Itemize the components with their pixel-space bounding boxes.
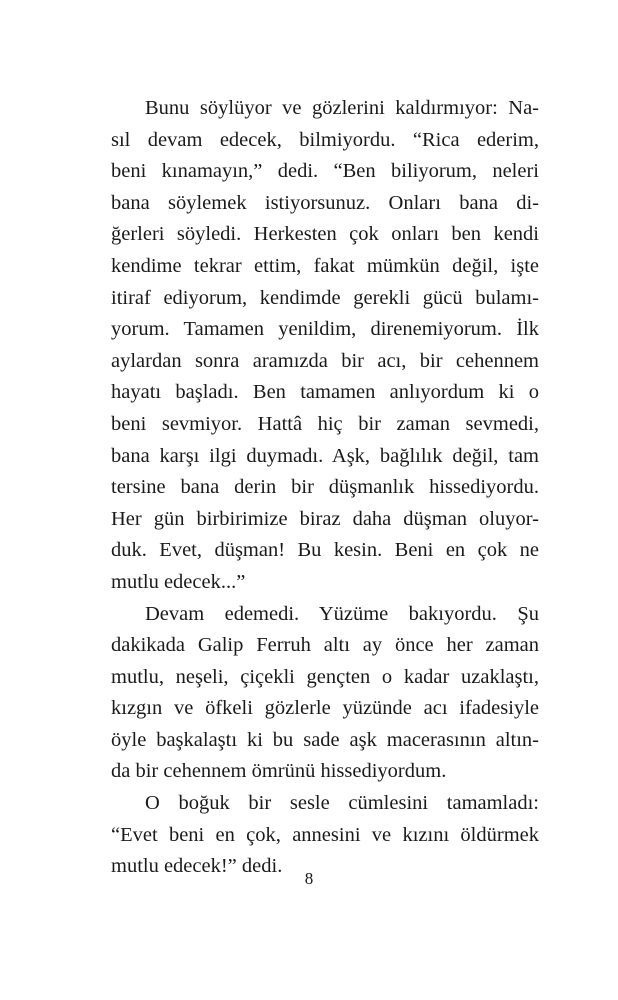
- text-line: mutlu, neşeli, çiçekli gençten o kadar uzaklaştı,: [111, 665, 539, 688]
- text-line: mutlu edecek...”: [111, 570, 246, 593]
- text-line: bana söylemek istiyorsunuz. Onları bana di-: [111, 191, 539, 214]
- text-line: “Evet beni en çok, annesini ve kızını öldürmek: [111, 823, 539, 846]
- text-line: kendime tekrar ettim, fakat mümkün değil, işte: [111, 254, 539, 277]
- text-line: hayatı başladı. Ben tamamen anlıyordum ki o: [111, 381, 539, 404]
- text-line: mutlu edecek!” dedi.: [111, 855, 283, 878]
- text-line: ğerleri söyledi. Herkesten çok onları ben kendi: [111, 223, 539, 246]
- text-line: O boğuk bir sesle cümlesini tamamladı:: [145, 792, 539, 815]
- body-text: [111, 93, 539, 883]
- text-line: sıl devam edecek, bilmiyordu. “Rica ederim,: [111, 128, 539, 151]
- text-line: Bunu söylüyor ve gözlerini kaldırmıyor: Na-: [145, 97, 539, 119]
- text-line: tersine bana derin bir düşmanlık hissediyordu.: [111, 476, 539, 499]
- text-line: öyle başkalaştı ki bu sade aşk macerasının altın-: [111, 728, 539, 751]
- text-line: aylardan sonra aramızda bir acı, bir cehennem: [111, 349, 539, 372]
- paragraph-1: [111, 93, 539, 599]
- page-number: 8: [304, 869, 314, 888]
- text-line: duk. Evet, düşman! Bu kesin. Beni en çok ne: [111, 539, 539, 562]
- text-line: itiraf ediyorum, kendimde gerekli gücü bulamı-: [111, 286, 539, 309]
- text-line: Devam edemedi. Yüzüme bakıyordu. Şu: [145, 602, 539, 625]
- text-line: beni kınamayın,” dedi. “Ben biliyorum, neleri: [111, 160, 539, 183]
- text-line: yorum. Tamamen yenildim, direnemiyorum. İlk: [111, 318, 539, 341]
- text-line: da bir cehennem ömrünü hissediyordum.: [111, 760, 447, 783]
- text-line: kızgın ve öfkeli gözlerle yüzünde acı ifadesiyle: [111, 697, 539, 720]
- text-line: beni sevmiyor. Hattâ hiç bir zaman sevmedi,: [111, 412, 539, 435]
- text-line: dakikada Galip Ferruh altı ay önce her zaman: [111, 634, 539, 657]
- paragraph-2: [111, 599, 539, 789]
- text-line: bana karşı ilgi duymadı. Aşk, bağlılık değil, tam: [111, 444, 539, 467]
- text-line: Her gün birbirimize biraz daha düşman oluyor-: [111, 507, 539, 530]
